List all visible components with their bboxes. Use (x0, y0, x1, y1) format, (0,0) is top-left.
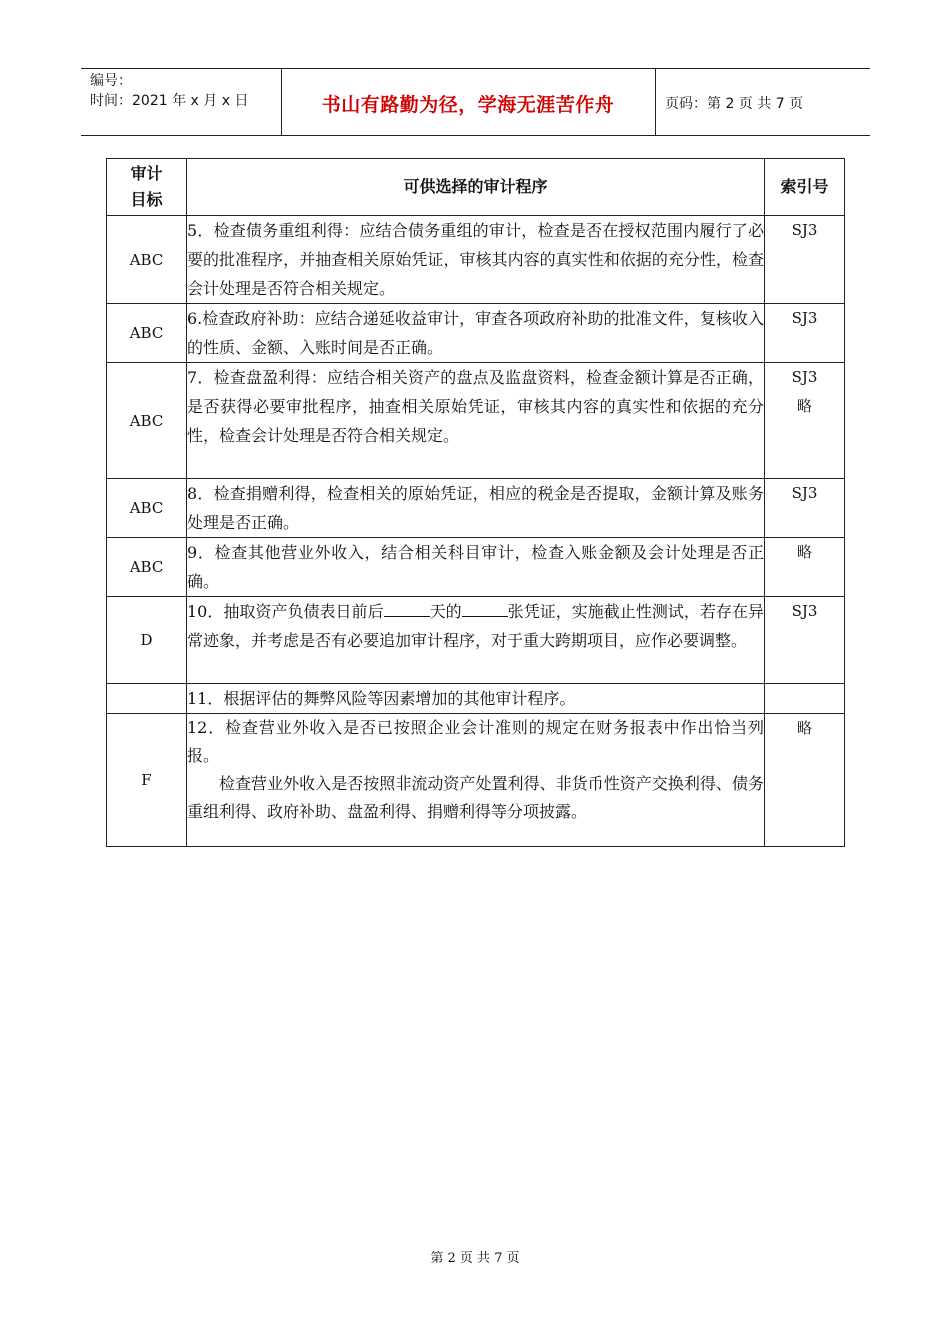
header-page-info: 页码：第 2 页 共 7 页 (665, 96, 804, 112)
table-row (107, 479, 845, 538)
table-row (107, 363, 845, 479)
row-index: SJ3 (765, 479, 845, 538)
row-procedure: 9．检查其他营业外收入，结合相关科目审计，检查入账金额及会计处理是否正确。 (187, 538, 765, 597)
page-footer: 第 2 页 共 7 页 (430, 1251, 520, 1266)
row-goal: F (107, 714, 187, 847)
row-goal: D (107, 597, 187, 684)
row-index: SJ3 略 (765, 363, 845, 479)
header-meta (90, 71, 248, 111)
header-goal: 审计目标 (107, 159, 187, 216)
header-time-label: 时间：2021 年 x 月 x 日 (90, 93, 249, 109)
row-index: SJ3 (765, 597, 845, 684)
row-goal: ABC (107, 363, 187, 479)
row-procedure: 7．检查盘盈利得：应结合相关资产的盘点及监盘资料，检查金额计算是否正确，是否获得必要审批程序，抽查相关原始凭证，审核其内容的真实性和依据的充分性，检查会计处理是否符合相关规定。 (187, 363, 765, 479)
row-procedure: 12．检查营业外收入是否已按照企业会计准则的规定在财务报表中作出恰当列报。 检查营业外收入是否按照非流动资产处置利得、非货币性资产交换利得、债务重组利得、政府补助、盘盈利得、捐赠利得等分项披露。 (187, 714, 765, 847)
header-motto: 书山有路勤为径，学海无涯苦作舟 (321, 94, 615, 116)
table-row (107, 216, 845, 304)
row-index: 略 (765, 538, 845, 597)
audit-procedure-table (106, 158, 845, 847)
row-index: SJ3 (765, 304, 845, 363)
row-goal: ABC (107, 538, 187, 597)
table-header-row (107, 159, 845, 216)
row-index (765, 684, 845, 714)
row-index: SJ3 (765, 216, 845, 304)
header-bottom-rule (81, 135, 870, 136)
table-row (107, 714, 845, 847)
row-procedure: 10．抽取资产负债表日前后 天的 张凭证，实施截止性测试，若存在异常迹象，并考虑是否有必要追加审计程序，对于重大跨期项目，应作必要调整。 (187, 597, 765, 684)
row-goal (107, 684, 187, 714)
header-index: 索引号 (765, 159, 845, 216)
header-divider-right (655, 68, 656, 135)
row-procedure: 8．检查捐赠利得，检查相关的原始凭证，相应的税金是否提取，金额计算及账务处理是否正确。 (187, 479, 765, 538)
fill-in-blank (462, 598, 508, 617)
table-row (107, 597, 845, 684)
row-index: 略 (765, 714, 845, 847)
row-goal: ABC (107, 304, 187, 363)
table-row (107, 304, 845, 363)
row-procedure: 6.检查政府补助：应结合递延收益审计，审查各项政府补助的批准文件，复核收入的性质、金额、入账时间是否正确。 (187, 304, 765, 363)
row-procedure: 5．检查债务重组利得：应结合债务重组的审计，检查是否在授权范围内履行了必要的批准程序，并抽查相关原始凭证，审核其内容的真实性和依据的充分性，检查会计处理是否符合相关规定。 (187, 216, 765, 304)
table-row (107, 684, 845, 714)
row-procedure: 11．根据评估的舞弊风险等因素增加的其他审计程序。 (187, 684, 765, 714)
row-goal: ABC (107, 479, 187, 538)
table-row (107, 538, 845, 597)
header-number-label: 编号： (90, 73, 132, 89)
header-procedure: 可供选择的审计程序 (187, 159, 765, 216)
fill-in-blank (384, 598, 430, 617)
row-goal: ABC (107, 216, 187, 304)
header-top-rule (81, 68, 870, 69)
